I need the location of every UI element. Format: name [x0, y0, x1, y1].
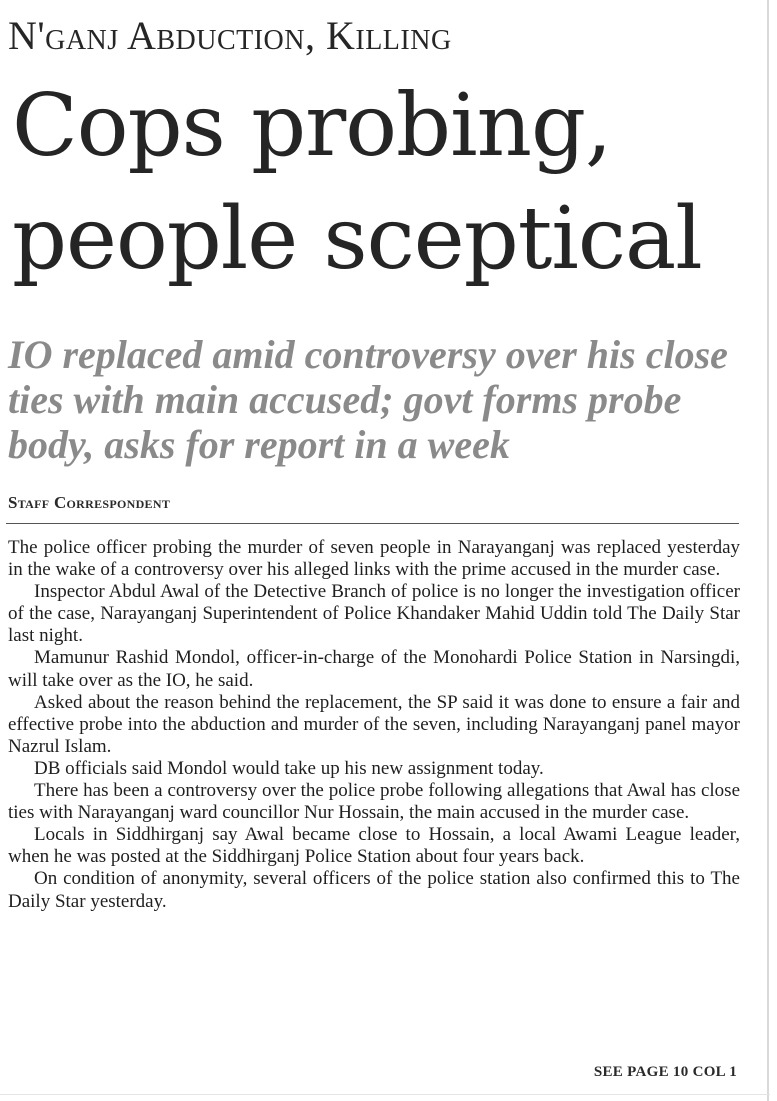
paragraph-5: DB officials said Mondol would take up his new assignment today. [34, 757, 544, 779]
continuation-note: SEE PAGE 10 COL 1 [593, 1064, 737, 1080]
paragraph-8: On condition of anonymity, several officers of the police station also confirmed this to The Daily Star yesterday. [8, 868, 740, 912]
article-headline [12, 70, 752, 296]
paragraph-2: Inspector Abdul Awal of the Detective Branch of police is no longer the investigation officer of the case, Narayanganj Superintendent of Police Khandaker Mahid Uddin told The Daily Star last night. [8, 581, 740, 647]
paragraph-6: There has been a controversy over the police probe following allegations that Awal has close ties with Narayanganj ward councillor Nur Hossain, the main accused in the murder case. [8, 780, 740, 824]
paragraph-1: The police officer probing the murder of seven people in Narayanganj was replaced yesterday in the wake of a controversy over his alleged links with the prime accused in the murder case. [8, 537, 740, 581]
byline-divider [6, 523, 739, 524]
paragraph-4: Asked about the reason behind the replacement, the SP said it was done to ensure a fair and effective probe into the abduction and murder of the seven, including Narayanganj panel mayor Nazrul Islam. [8, 691, 740, 757]
page-bottom-line [0, 1094, 770, 1095]
headline-line-1: Cops probing, [12, 76, 612, 176]
deck-line-2: ties with main accused; govt forms probe [8, 377, 682, 422]
deck-line-3: body, asks for report in a week [8, 422, 510, 467]
article-deck [8, 332, 748, 467]
paragraph-7: Locals in Siddhirganj say Awal became close to Hossain, a local Awami League leader, when he was posted at the Siddhirganj Police Station about four years back. [8, 824, 740, 868]
paragraph-3: Mamunur Rashid Mondol, officer-in-charge of the Monohardi Police Station in Narsingdi, will take over as the IO, he said. [8, 647, 740, 691]
byline: Staff Correspondent [8, 493, 171, 512]
page-edge-line [767, 0, 769, 1101]
article-body [8, 537, 740, 913]
article-kicker: N'ganj Abduction, Killing [8, 13, 452, 58]
deck-line-1: IO replaced amid controversy over his close [8, 332, 728, 377]
headline-line-2: people sceptical [12, 189, 702, 289]
